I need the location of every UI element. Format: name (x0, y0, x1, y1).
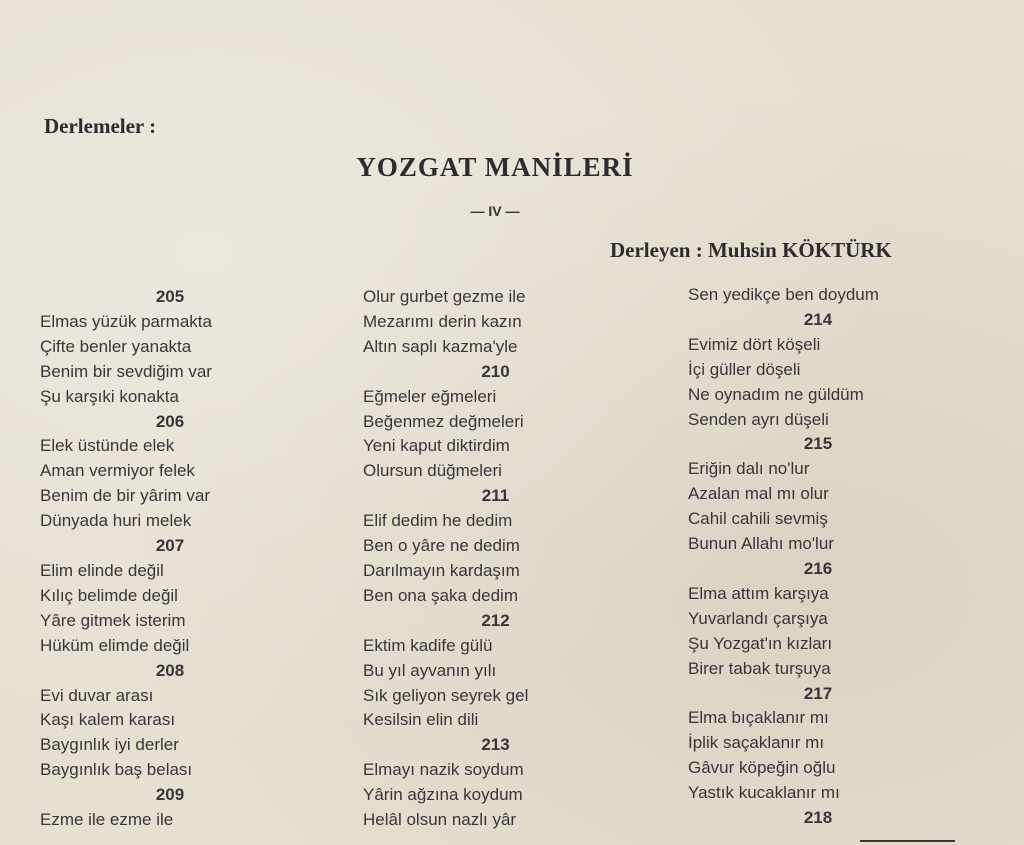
verse-line: Azalan mal mı olur (688, 484, 829, 504)
verse-line: Bunun Allahı mo'lur (688, 534, 834, 554)
verse-line: Yâre gitmek isterim (40, 610, 186, 630)
part-number: — IV — (470, 203, 520, 219)
verse-number: 208 (155, 660, 185, 680)
verse-line: Altın saplı kazma'yle (363, 336, 518, 356)
verse-line: Helâl olsun nazlı yâr (363, 810, 517, 830)
verse-number: 207 (155, 536, 185, 556)
page-title: YOZGAT MANİLERİ (356, 152, 634, 182)
verse-line: Olur gurbet gezme ile (363, 287, 526, 306)
verse-line: Ektim kadife gülü (363, 635, 493, 655)
verse-line: Yastık kucaklanır mı (688, 783, 840, 803)
verse-number: 205 (155, 287, 185, 306)
verse-line: Ben o yâre ne dedim (363, 536, 520, 556)
verse-line: Sen yedikçe ben doydum (688, 285, 879, 304)
verse-line: Evi duvar arası (40, 685, 154, 705)
verse-line: Evimiz dört köşeli (688, 334, 821, 354)
verse-line: Baygınlık iyi derler (40, 735, 179, 755)
verse-line: Yârin ağzına koydum (363, 785, 523, 805)
verse-number: 212 (481, 610, 510, 630)
verse-line: Ne oynadım ne güldüm (688, 384, 864, 404)
verse-line: Hüküm elimde değil (40, 635, 190, 655)
text-column-1 (40, 285, 310, 833)
verse-line: Birer tabak turşuya (688, 658, 831, 678)
verse-line: Cahil cahili sevmiş (688, 509, 828, 529)
verse-line: Dünyada huri melek (40, 511, 192, 531)
verse-number: 211 (481, 486, 510, 506)
verse-line: Aman vermiyor felek (40, 461, 195, 481)
verse-line: Elim elinde değil (40, 560, 164, 580)
verse-line: Ben ona şaka dedim (363, 585, 518, 605)
verse-number: 209 (155, 785, 185, 805)
verse-line: Bu yıl ayvanın yılı (363, 660, 497, 680)
verse-line: Senden ayrı düşeli (688, 409, 829, 429)
verse-line: İçi güller döşeli (688, 359, 801, 379)
verse-line: Beğenmez değmeleri (363, 411, 524, 431)
author-credit: Derleyen : Muhsin KÖKTÜRK (610, 238, 892, 262)
verse-line: Baygınlık baş belası (40, 760, 193, 780)
verse-line: Yuvarlandı çarşıya (688, 608, 828, 628)
verse-line: Elma bıçaklanır mı (688, 708, 829, 728)
verse-number: 215 (803, 434, 833, 454)
verse-line: Eğmeler eğmeleri (363, 386, 497, 406)
verse-line: Elek üstünde elek (40, 436, 175, 456)
verse-line: Mezarımı derin kazın (363, 311, 522, 331)
verse-line: Elma attım karşıya (688, 583, 829, 603)
verse-line: Kaşı kalem karası (40, 710, 176, 730)
verse-line: Elmas yüzük parmakta (40, 311, 212, 331)
verse-line: Sık geliyon seyrek gel (363, 685, 529, 705)
verse-line: Benim de bir yârim var (40, 486, 211, 506)
verse-line: Şu karşıki konakta (40, 386, 179, 406)
verse-line: Olursun düğmeleri (363, 461, 502, 481)
verse-number: 210 (481, 361, 510, 381)
text-column-2 (363, 285, 623, 833)
verse-line: Kesilsin elin dili (363, 710, 479, 730)
verse-number: 216 (803, 558, 833, 578)
verse-line: İplik saçaklanır mı (688, 733, 825, 753)
verse-line: Darılmayın kardaşım (363, 560, 520, 580)
verse-line: Gâvur köpeğin oğlu (688, 758, 836, 778)
section-label: Derlemeler : (44, 114, 157, 138)
verse-line: Ezme ile ezme ile (40, 810, 174, 830)
verse-line: Elif dedim he dedim (363, 511, 513, 531)
text-column-3 (688, 283, 958, 831)
verse-line: Eriğin dalı no'lur (688, 459, 810, 479)
verse-number: 206 (155, 411, 185, 431)
verse-line: Kılıç belimde değil (40, 585, 178, 605)
verse-number: 217 (803, 683, 833, 703)
verse-line: Benim bir sevdiğim var (40, 361, 212, 381)
verse-number: 213 (481, 735, 510, 755)
verse-line: Çifte benler yanakta (40, 336, 192, 356)
verse-line: Elmayı nazik soydum (363, 760, 524, 780)
verse-number: 218 (803, 808, 833, 828)
verse-number: 214 (803, 309, 833, 329)
bottom-rule (860, 840, 955, 842)
verse-line: Şu Yozgat'ın kızları (688, 633, 833, 653)
verse-line: Yeni kaput diktirdim (363, 436, 510, 456)
